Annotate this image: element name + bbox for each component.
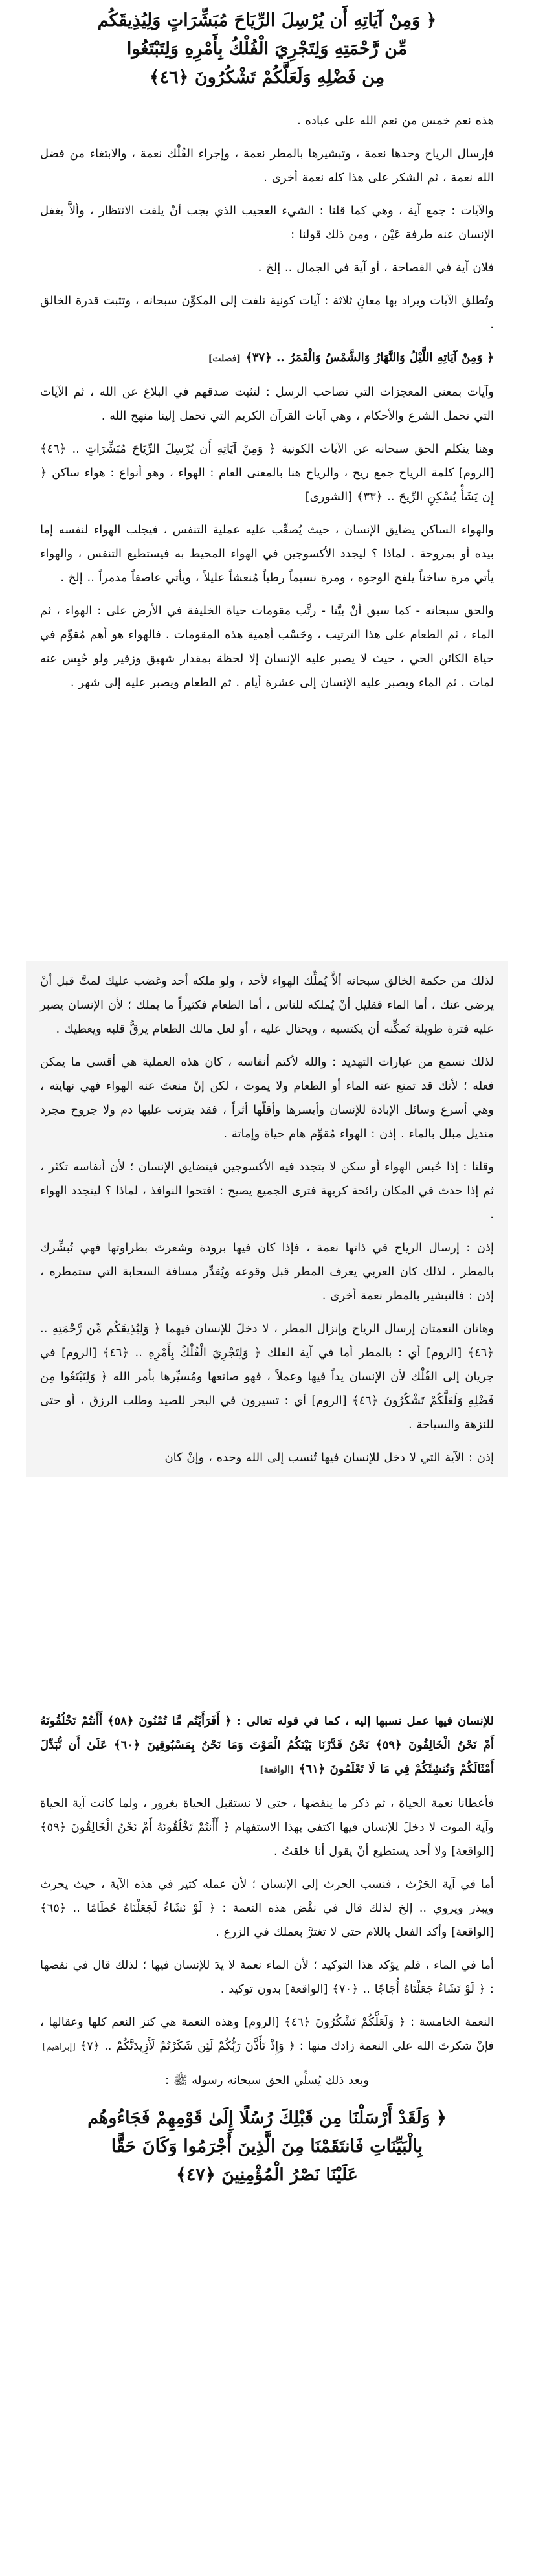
verse-47-line-1: ﴿ وَلَقَدْ أَرْسَلْنَا مِن قَبْلِكَ رُسُلًا إِلَىٰ قَوْمِهِمْ فَجَاءُوهُم xyxy=(87,2108,447,2128)
source-ref: [الواقعة] xyxy=(260,1765,295,1775)
paragraph: وقلنا : إذا حُبس الهواء أو سكن لا يتجدد فيه الأكسوجين فيتضايق الإنسان ؛ لأن أنفاسه تكثر ، ثم إذا حدث في المكان رائحة كريهة فترى الجميع يصيح : افتحوا النوافذ ، لماذا ؟ ليتجدد الهواء . xyxy=(40,1160,494,1222)
paragraph: وبعد ذلك يُسلِّي الحق سبحانه رسوله ﷺ : xyxy=(165,2074,369,2087)
paragraph: فأعطانا نعمة الحياة ، ثم ذكر ما ينقضها ، حتى لا نستقبل الحياة بغرور ، ولما كانت آية الحياة وآية الموت لا دخلَ للإنسان فيها اكتفى بهذا الاستفهام ﴿ أَأَنتُمْ تَخْلُقُونَهُ أَمْ نَحْنُ الْخَالِقُونَ ﴿٥٩﴾ [الواقعة] ولا أحد يستطيع أنْ يقول أنا خلقتُ . xyxy=(40,1797,494,1858)
paragraph: إذن : الآية التي لا دخل للإنسان فيها تُنسب إلى الله وحده ، وإنْ كان xyxy=(164,1451,494,1464)
paragraph: هذه نعم خمس من نعم الله على عباده . xyxy=(297,114,494,128)
section-3 xyxy=(26,1709,508,2190)
quran-quote xyxy=(26,346,508,371)
paragraph: والهواء الساكن يضايق الإنسان ، حيث يُصعِّب عليه عملية التنفس ، فيجلب الهواء لنفسه إما بيده أو بمروحة . لماذا ؟ ليجدد الأكسوجين في الهواء المحيط به فيستطيع التنفس ، والهواء يأتي مرة ساخناً يلفح الوجوه ، ومرة نسيماً رطباً مُنعشاً عليلاً ، ويأتي عاصفاً مدمراً .. إلخ . xyxy=(40,523,494,585)
source-ref: [فصلت] xyxy=(208,353,241,364)
paragraph: وآيات بمعنى المعجزات التي تصاحب الرسل : لتثبت صدقهم في البلاغ عن الله ، ثم الآيات التي تحمل الشرع والأحكام ، وهي آيات القرآن الكريم التي تحمل إلينا منهج الله . xyxy=(40,385,494,423)
paragraph xyxy=(26,2010,508,2059)
verse-47-line-2: بِالْبَيِّنَاتِ فَانتَقَمْنَا مِنَ الَّذِينَ أَجْرَمُوا وَكَانَ حَقًّا xyxy=(111,2136,423,2156)
paragraph: لذلك من حكمة الخالق سبحانه ألاَّ يُملِّك الهواء لأحد ، ولو ملكه أحد وغضب عليك لمتَّ قبل أنْ يرضى عنك ، أما الماء فقليل أنْ يُملكه للناس ، أما الطعام فكثيراً ما يملك ؛ لأن الإنسان يصبر عليه فترة طويلة تُمكِّنه أن يكتسبه ، ويحتال عليه ، أو لعل مالك الطعام يرقُّ قلبه ويعطيك . xyxy=(40,974,494,1036)
verse-46-line-1: ﴿ وَمِنْ آيَاتِهِ أَن يُرْسِلَ الرِّيَاحَ مُبَشِّرَاتٍ وَلِيُذِيقَكُم xyxy=(97,10,437,30)
paragraph: والآيات : جمع آية ، وهي كما قلنا : الشيء العجيب الذي يجب أنْ يلفت الانتظار ، وألاَّ يغفل الإنسان عنه طرفة عَيْن ، ومن ذلك قولنا : xyxy=(40,204,494,241)
paragraph: والحق سبحانه - كما سبق أنْ بيَّنا - رتَّب مقومات حياة الخليفة في الأرض على : الهواء ، ثم الماء ، ثم الطعام على هذا الترتيب ، وحَسْب أهمية هذه المقومات . فالهواء هو أهم مُقوِّم في حياة الكائن الحي ، حيث لا يصبر عليه الإنسان إلا لحظة بمقدار شهيق وزفير ولو حُبِس عنه لمات . ثم الماء ويصبر عليه الإنسان إلى عشرة أيام . ثم الطعام ويصبر عليه إلى شهر . xyxy=(40,604,494,689)
paragraph: إذن : إرسال الرياح في ذاتها نعمة ، فإذا كان فيها برودة وشعرتَ بطراوتها فهي تُبشِّرك بالمطر ، لذلك كان العربي يعرف المطر قبل وقوعه ويُقدِّر مسافة السحابة التي ستمطره ، إذن : فالتبشير بالمطر نعمة أخرى . xyxy=(40,1241,494,1303)
paragraph: أما في آية الحَرْث ، فنسب الحرث إلى الإنسان ؛ لأن عمله كثير في هذه الآية ، حيث يحرث ويبذر ويروي .. إلخ لذلك قال في نقْض هذه النعمة : ﴿ لَوْ نَشَاءُ لَجَعَلْنَاهُ حُطَامًا .. ﴿٦٥﴾ [الواقعة] وأكد الفعل باللام حتى لا تغترَّ بعملك في الزرع . xyxy=(40,1877,494,1939)
section-1 xyxy=(26,6,508,695)
paragraph-with-quote xyxy=(26,1709,508,1782)
paragraph: أما في الماء ، فلم يؤكد هذا التوكيد ؛ لأن الماء نعمة لا يدَ للإنسان فيها ؛ لذلك قال في نقضها : ﴿ لَوْ نَشَاءُ جَعَلْنَاهُ أُجَاجًا .. ﴿٧٠﴾ [الواقعة] بدون توكيد . xyxy=(40,1958,494,1996)
paragraph: وتُطلق الآيات ويراد بها معانٍ ثلاثة : آيات كونية تلفت إلى المكوِّن سبحانه ، وتثبت قدرة الخالق . xyxy=(40,294,494,331)
section-2 xyxy=(26,961,508,1477)
quote-text: ﴿ وَمِنْ آيَاتِهِ اللَّيْلُ وَالنَّهَارُ وَالشَّمْسُ وَالْقَمَرُ .. ﴿٣٧﴾ xyxy=(245,351,494,364)
verse-47-line-3: عَلَيْنَا نَصْرُ الْمُؤْمِنِينَ ﴿٤٧﴾ xyxy=(176,2165,358,2185)
paragraph: لذلك نسمع من عبارات التهديد : والله لأكتم أنفاسه ، كان هذه العملية هي أقسى ما يمكن فعله ؛ لأنك قد تمنع عنه الماء أو الطعام ولا يموت ، لكن إنْ منعتَ عنه الهواء فهي نهايته ، وهي أسرع وسائل الإبادة للإنسان وأيسرها وأقلّها أثراً ، فقد يترتب عليها دم ولا جروح مجرد منديل مبلل بالماء . إذن : الهواء مُقوِّم هام حياة وإماتة . xyxy=(40,1055,494,1141)
verse-46-line-3: مِن فَضْلِهِ وَلَعَلَّكُمْ تَشْكُرُونَ ﴿٤٦﴾ xyxy=(149,67,385,87)
paragraph: فإرسال الرياح وحدها نعمة ، وتبشيرها بالمطر نعمة ، وإجراء الفُلْك نعمة ، والابتغاء من فضل الله نعمة ، ثم الشكر على هذا كله نعمة أخرى . xyxy=(40,147,494,185)
paragraph: فلان آية في الفصاحة ، أو آية في الجمال .. إلخ . xyxy=(258,261,494,274)
source-ref: [إبراهيم] xyxy=(42,2042,76,2052)
verse-46-line-2: مِّن رَّحْمَتِهِ وَلِتَجْرِيَ الْفُلْكُ بِأَمْرِهِ وَلِتَبْتَغُوا xyxy=(126,39,408,59)
paragraph-text: النعمة الخامسة : ﴿ وَلَعَلَّكُمْ تَشْكُرُونَ ﴿٤٦﴾ [الروم] وهذه النعمة هي كنز النعم كلها وعقالها ، فإنْ شكرتَ الله على النعمة زادك منها : ﴿ وَإِذْ تَأَذَّنَ رَبُّكُمْ لَئِن شَكَرْتُمْ لَأَزِيدَنَّكُمْ .. ﴿٧﴾ xyxy=(40,2015,494,2053)
paragraph: وهاتان النعمتان إرسال الرياح وإنزال المطر ، لا دخلَ للإنسان فيهما ﴿ وَلِيُذِيقَكُم مِّن رَّحْمَتِهِ .. ﴿٤٦﴾ [الروم] أي : بالمطر أما في آية الفلك ﴿ وَلِتَجْرِيَ الْفُلْكُ بِأَمْرِهِ .. ﴿٤٦﴾ [الروم] في جريان إلى الفُلْك لأن الإنسان يداً فيها وعملاً ، فهو صانعها ومُسيِّرها بأمر الله ﴿ وَلِتَبْتَغُوا مِن فَضْلِهِ وَلَعَلَّكُمْ تَشْكُرُونَ ﴿٤٦﴾ [الروم] أي : تسيرون في البحر للصيد وطلب الرزق ، أو حتى للنزهة والسياحة . xyxy=(40,1322,494,1431)
quote-text: للإنسان فيها عمل نسبها إليه ، كما في قوله تعالى : ﴿ أَفَرَأَيْتُم مَّا تُمْنُونَ ﴿٥٨﴾ أَأَنتُمْ تَخْلُقُونَهُ أَمْ نَحْنُ الْخَالِقُونَ ﴿٥٩﴾ نَحْنُ قَدَّرْنَا بَيْنَكُمُ الْمَوْتَ وَمَا نَحْنُ بِمَسْبُوقِينَ ﴿٦٠﴾ عَلَىٰ أَن نُّبَدِّلَ أَمْثَالَكُمْ وَنُنشِئَكُمْ فِي مَا لَا تَعْلَمُونَ ﴿٦١﴾ xyxy=(40,1714,494,1776)
paragraph: وهنا يتكلم الحق سبحانه عن الآيات الكونية ﴿ وَمِنْ آيَاتِهِ أَن يُرْسِلَ الرِّيَاحَ مُبَشِّرَاتٍ .. ﴿٤٦﴾ [الروم] كلمة الرياح جمع ريح ، والرياح هنا بالمعنى العام : الهواء ، وهو أنواع : هواء ساكن ﴿ إِن يَشَأْ يُسْكِنِ الرِّيحَ .. ﴿٣٣﴾ [الشورى] xyxy=(40,442,494,504)
